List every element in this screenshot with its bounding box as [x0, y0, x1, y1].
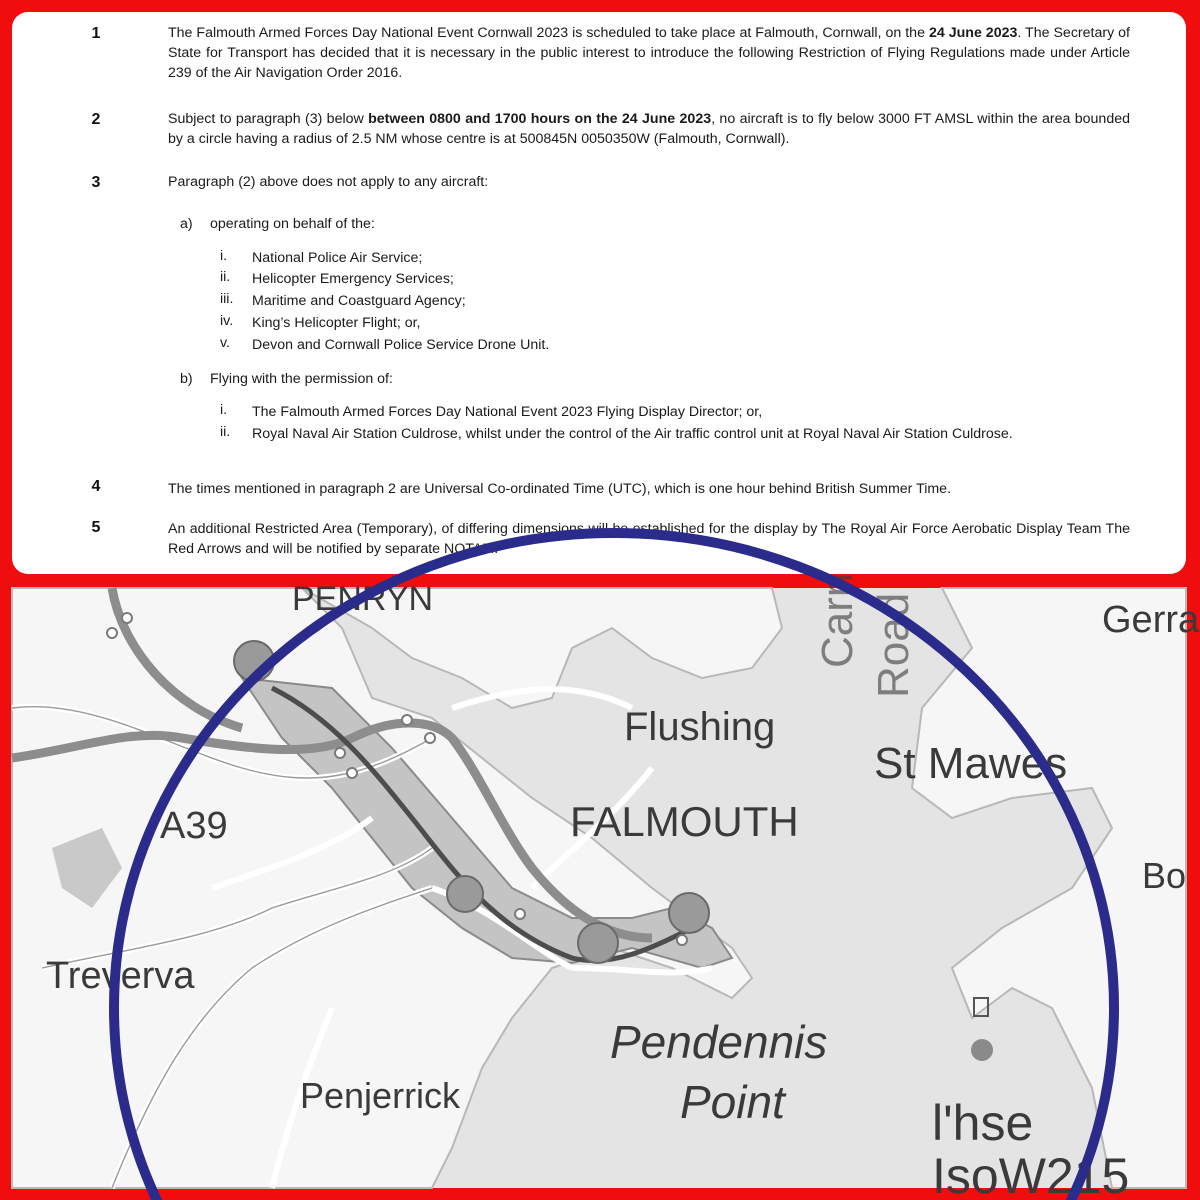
list-item-number: v. [220, 335, 230, 351]
paragraph-number: 1 [91, 25, 101, 42]
regulation-document [12, 12, 1186, 574]
lighthouse-label: l'hse [932, 1095, 1034, 1151]
sub-a-label: a) [180, 216, 193, 232]
paragraph-5-text: An additional Restricted Area (Temporary), of differing dimensions will be established for the display by The Royal Air Force Aerobatic Display Team The Red Arrows and will be notified by separate NOTAM. [168, 521, 1130, 557]
paragraph-number: 4 [91, 478, 101, 495]
bohortha-label: Bo [1142, 855, 1187, 896]
flushing-label: Flushing [624, 705, 776, 749]
list-item: Maritime and Coastguard Agency; [252, 293, 466, 309]
aviation-chart-map [12, 572, 1200, 1200]
list-item: King’s Helicopter Flight; or, [252, 315, 421, 331]
list-item-number: iii. [220, 291, 234, 307]
falmouth-label: FALMOUTH [570, 798, 799, 845]
carrick-roads-label-1: Carri [813, 572, 862, 668]
list-item-number: i. [220, 402, 228, 418]
treverva-label: Treverva [46, 955, 195, 997]
lighthouse-code-label: IsoW215 [932, 1148, 1130, 1200]
station-falmouth-town [578, 923, 618, 963]
paragraph-3-text: Paragraph (2) above does not apply to any aircraft: [168, 174, 489, 190]
penjerrick-label: Penjerrick [300, 1075, 461, 1116]
paragraph-number: 5 [91, 519, 101, 536]
paragraph-2-post: , no aircraft is to fly below 3000 FT AMSL within the area bounded by a circle having a radius of 2.5 NM whose centre is at 500845N 0050350W (Falmouth, Cornwall). [168, 111, 1130, 147]
paragraph-4-text: The times mentioned in paragraph 2 are Universal Co-ordinated Time (UTC), which is one hour behind British Summer Time. [168, 481, 952, 497]
list-item: Royal Naval Air Station Culdrose, whilst under the control of the Air traffic control unit at Royal Naval Air Station Culdrose. [252, 426, 1013, 442]
st-mawes-label: St Mawes [874, 739, 1068, 788]
paragraph-number: 3 [91, 174, 101, 191]
carrick-roads-label-2: Road [869, 592, 918, 698]
list-item-number: iv. [220, 313, 234, 329]
sub-b-text: Flying with the permission of: [210, 371, 393, 387]
list-item-number: ii. [220, 424, 231, 440]
gerrans-label: Gerra [1102, 599, 1200, 641]
station-falmouth-docks [669, 893, 709, 933]
paragraph-2-times: between 0800 and 1700 hours on the 24 June 2023 [368, 111, 712, 127]
map-drawing [12, 572, 1200, 1200]
paragraph-1-pre: The Falmouth Armed Forces Day National Event Cornwall 2023 is scheduled to take place at Falmouth, Cornwall, on the [168, 25, 929, 41]
list-item: The Falmouth Armed Forces Day National Event 2023 Flying Display Director; or, [252, 404, 763, 420]
station-penmere [447, 876, 483, 912]
list-item-number: i. [220, 248, 228, 264]
list-item: Devon and Cornwall Police Service Drone Unit. [252, 337, 550, 353]
list-item: Helicopter Emergency Services; [252, 271, 454, 287]
lighthouse-icon [971, 1039, 993, 1061]
paragraph-1-text [168, 23, 1130, 83]
list-item-number: ii. [220, 269, 231, 285]
paragraph-2-text [168, 109, 1130, 149]
paragraph-1-post: . The Secretary of State for Transport has decided that it is necessary in the public interest to introduce the following Restriction of Flying Regulations made under Article 239 of the Air Navigation Order 2016. [168, 25, 1130, 81]
paragraph-number: 2 [91, 111, 101, 128]
list-item: National Police Air Service; [252, 250, 423, 266]
pendennis-label: Pendennis [610, 1016, 828, 1068]
sub-a-text: operating on behalf of the: [210, 216, 375, 232]
paragraph-2-pre: Subject to paragraph (3) below [168, 111, 369, 127]
sub-b-label: b) [180, 371, 193, 387]
penryn-label: PENRYN [292, 580, 434, 618]
point-label: Point [680, 1076, 785, 1128]
a39-label: A39 [160, 805, 228, 847]
paragraph-1-date: 24 June 2023 [928, 25, 1018, 41]
